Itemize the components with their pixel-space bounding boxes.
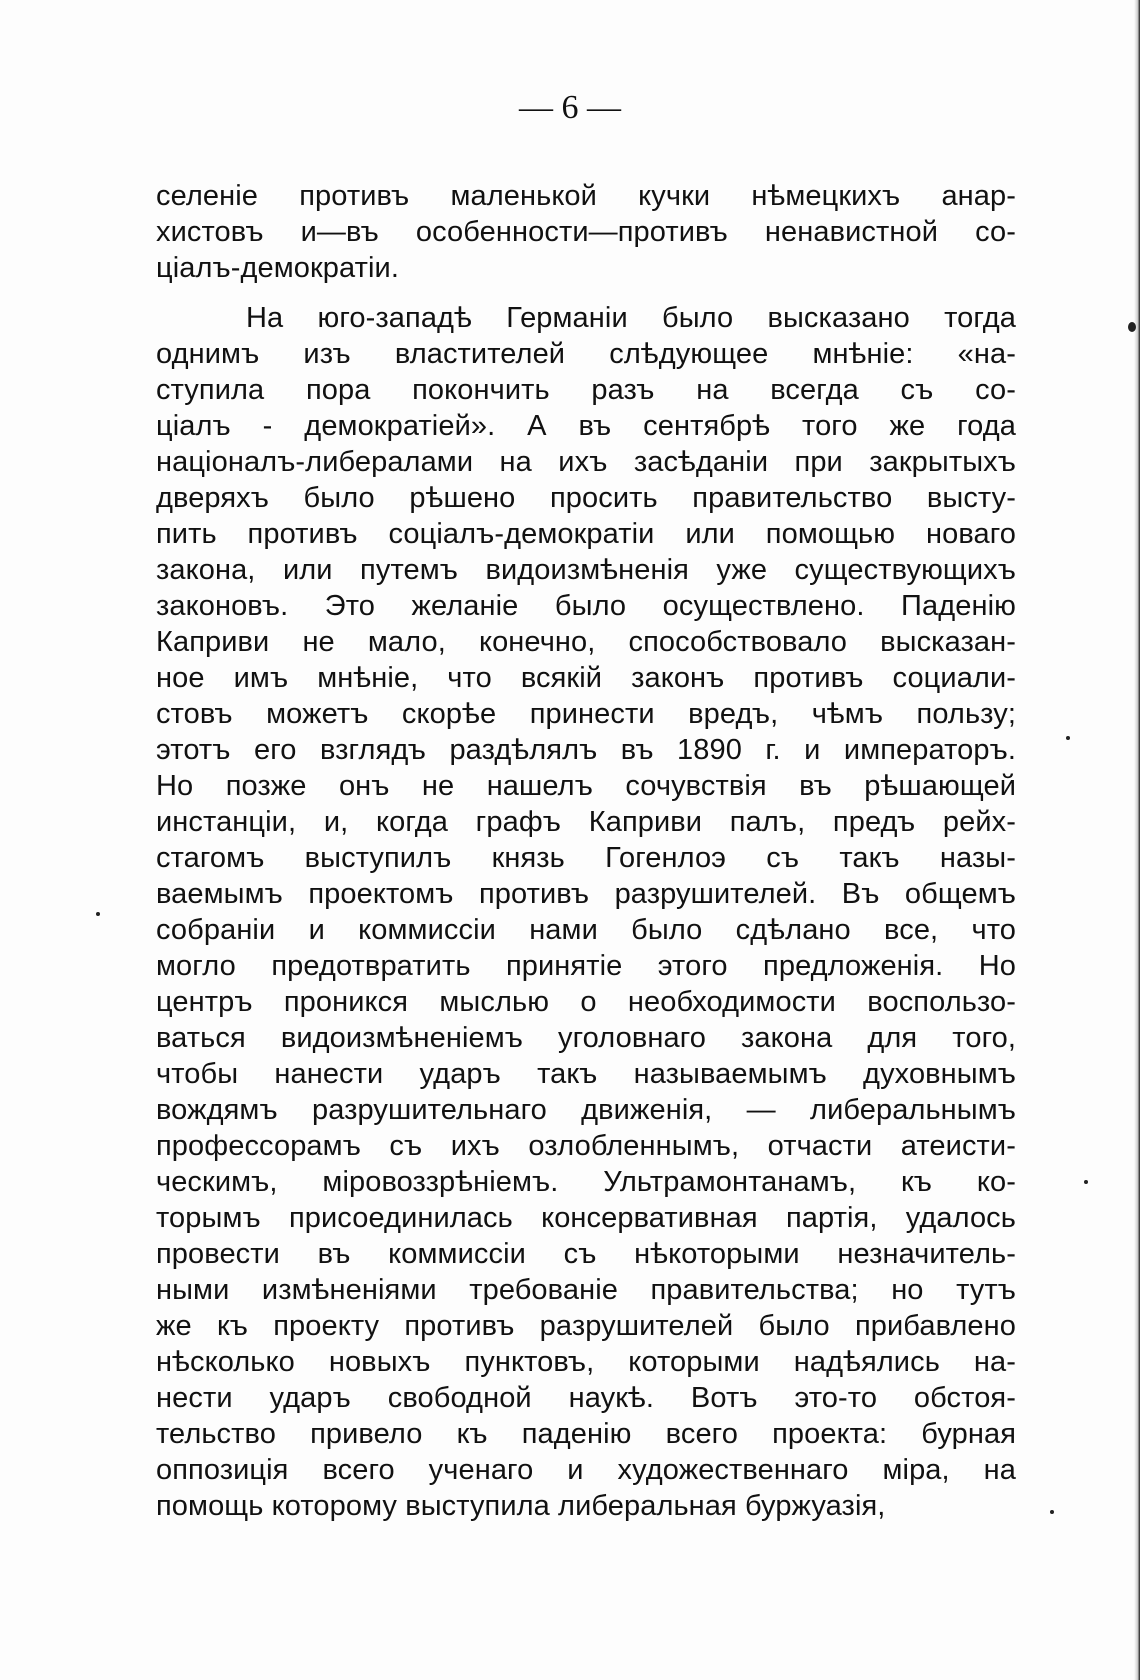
text-line: законовъ. Это желаніе было осуществлено. Паденію — [156, 590, 1016, 622]
scan-speck — [1066, 736, 1070, 740]
text-line: ціалъ - демократіей». А въ сентябрѣ того же года — [156, 410, 1016, 442]
scan-speck — [1084, 1180, 1088, 1184]
text-line: ное имъ мнѣніе, что всякій законъ противъ социали- — [156, 662, 1016, 694]
text-line: стовъ можетъ скорѣе принести вредъ, чѣмъ пользу; — [156, 698, 1016, 730]
text-line: ваемымъ проектомъ противъ разрушителей. Въ общемъ — [156, 878, 1016, 910]
text-line: чтобы нанести ударъ такъ называемымъ духовнымъ — [156, 1058, 1016, 1090]
text-line: нести ударъ свободной наукѣ. Вотъ это-то обстоя- — [156, 1382, 1016, 1414]
scan-edge-shadow — [1134, 0, 1140, 1680]
text-line: ческимъ, міровоззрѣніемъ. Ультрамонтанамъ, къ ко- — [156, 1166, 1016, 1198]
paragraph-2 — [156, 300, 1016, 1524]
text-line: ваться видоизмѣненіемъ уголовнаго закона для того, — [156, 1022, 1016, 1054]
text-line: этотъ его взглядъ раздѣлялъ въ 1890 г. и императоръ. — [156, 734, 1016, 766]
text-line: стагомъ выступилъ князь Гогенлоэ съ такъ назы- — [156, 842, 1016, 874]
text-line: закона, или путемъ видоизмѣненія уже существующихъ — [156, 554, 1016, 586]
text-line: хистовъ и—въ особенности—противъ ненавистной со- — [156, 216, 1016, 248]
text-line: пить противъ соціалъ-демократіи или помощью новаго — [156, 518, 1016, 550]
text-line: ціалъ-демократіи. — [156, 252, 399, 284]
text-line: однимъ изъ властителей слѣдующее мнѣніе: «на- — [156, 338, 1016, 370]
text-line: же къ проекту противъ разрушителей было прибавлено — [156, 1310, 1016, 1342]
scan-speck — [96, 912, 100, 916]
text-line: На юго-западѣ Германіи было высказано тогда — [246, 302, 1016, 334]
text-line: центръ проникся мыслью о необходимости воспользо- — [156, 986, 1016, 1018]
text-line: ными измѣненіями требованіе правительства; но тутъ — [156, 1274, 1016, 1306]
text-line: инстанціи, и, когда графъ Каприви палъ, предъ рейх- — [156, 806, 1016, 838]
text-line: провести въ коммиссіи съ нѣкоторыми незначитель- — [156, 1238, 1016, 1270]
text-line: тельство привело къ паденію всего проекта: бурная — [156, 1418, 1016, 1450]
page-number: — 6 — — [519, 89, 621, 126]
text-line: профессорамъ съ ихъ озлобленнымъ, отчасти атеисти- — [156, 1130, 1016, 1162]
text-line: селеніе противъ маленькой кучки нѣмецкихъ анар- — [156, 180, 1016, 212]
text-line: могло предотвратить принятіе этого предложенія. Но — [156, 950, 1016, 982]
text-line: торымъ присоединилась консервативная партія, удалось — [156, 1202, 1016, 1234]
text-line: дверяхъ было рѣшено просить правительство высту- — [156, 482, 1016, 514]
text-line: нѣсколько новыхъ пунктовъ, которыми надѣялись на- — [156, 1346, 1016, 1378]
text-line: Каприви не мало, конечно, способствовало высказан- — [156, 626, 1016, 658]
text-line: Но позже онъ не нашелъ сочувствія въ рѣшающей — [156, 770, 1016, 802]
text-line: оппозиція всего ученаго и художественнаго міра, на — [156, 1454, 1016, 1486]
text-line: націоналъ-либералами на ихъ засѣданіи при закрытыхъ — [156, 446, 1016, 478]
scan-speck — [1050, 1510, 1054, 1514]
text-line: ступила пора покончить разъ на всегда съ со- — [156, 374, 1016, 406]
scan-speck — [1128, 322, 1136, 332]
text-line: помощь которому выступила либеральная буржуазія, — [156, 1490, 886, 1522]
paragraph-1 — [156, 178, 1016, 286]
text-line: вождямъ разрушительнаго движенія, — либеральнымъ — [156, 1094, 1016, 1126]
text-line: собраніи и коммиссіи нами было сдѣлано все, что — [156, 914, 1016, 946]
